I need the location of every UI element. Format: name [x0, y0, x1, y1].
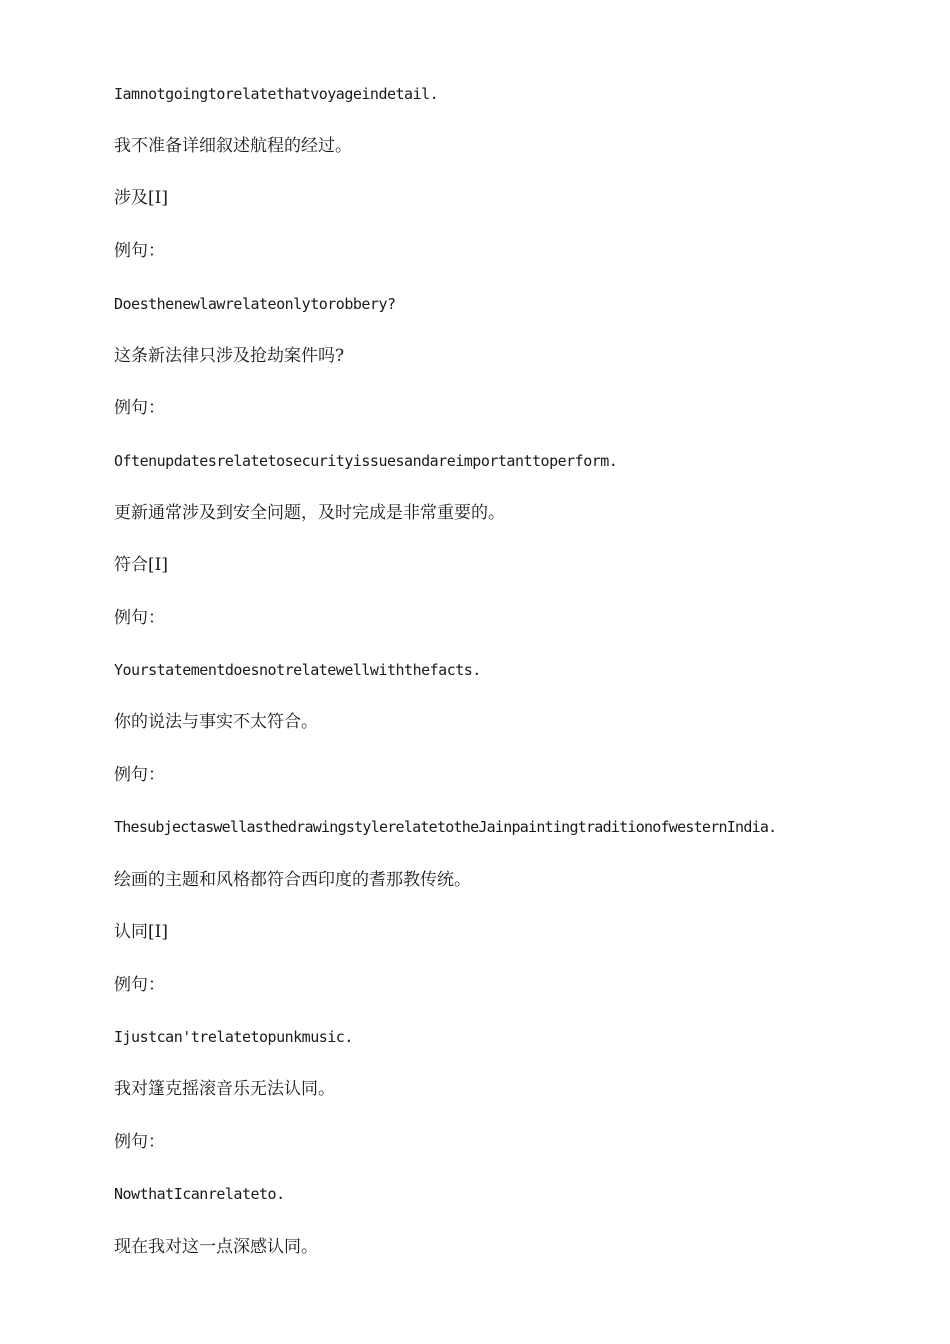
example-sentence-en: Yourstatementdoesnotrelatewellwiththefacts. [114, 661, 481, 679]
example-label: 例句： [114, 765, 165, 785]
example-label: 例句： [114, 241, 165, 261]
example-sentence-en: NowthatIcanrelateto. [114, 1185, 285, 1203]
example-translation-zh: 更新通常涉及到安全问题，及时完成是非常重要的。 [114, 503, 505, 523]
example-translation-zh: 现在我对这一点深感认同。 [114, 1237, 318, 1257]
example-sentence-en: ThesubjectaswellasthedrawingstylerelatetotheJainpaintingtraditionofwesternIndia. [114, 818, 777, 836]
example-sentence-en: Iamnotgoingtorelatethatvoyageindetail. [114, 85, 439, 103]
example-label: 例句： [114, 608, 165, 628]
example-translation-zh: 这条新法律只涉及抢劫案件吗? [114, 346, 345, 366]
example-label: 例句： [114, 975, 165, 995]
sense-heading: 符合[I] [114, 555, 168, 575]
example-sentence-en: Doesthenewlawrelateonlytorobbery? [114, 295, 396, 313]
example-translation-zh: 我不准备详细叙述航程的经过。 [114, 136, 352, 156]
example-translation-zh: 绘画的主题和风格都符合西印度的耆那教传统。 [114, 870, 471, 890]
sense-heading: 涉及[I] [114, 188, 168, 208]
example-label: 例句： [114, 1132, 165, 1152]
example-translation-zh: 我对篷克摇滚音乐无法认同。 [114, 1079, 335, 1099]
example-translation-zh: 你的说法与事实不太符合。 [114, 712, 318, 732]
example-label: 例句： [114, 398, 165, 418]
example-sentence-en: Oftenupdatesrelatetosecurityissuesandareimportanttoperform. [114, 452, 618, 470]
example-sentence-en: Ijustcan'trelatetopunkmusic. [114, 1028, 353, 1046]
sense-heading: 认同[I] [114, 922, 168, 942]
